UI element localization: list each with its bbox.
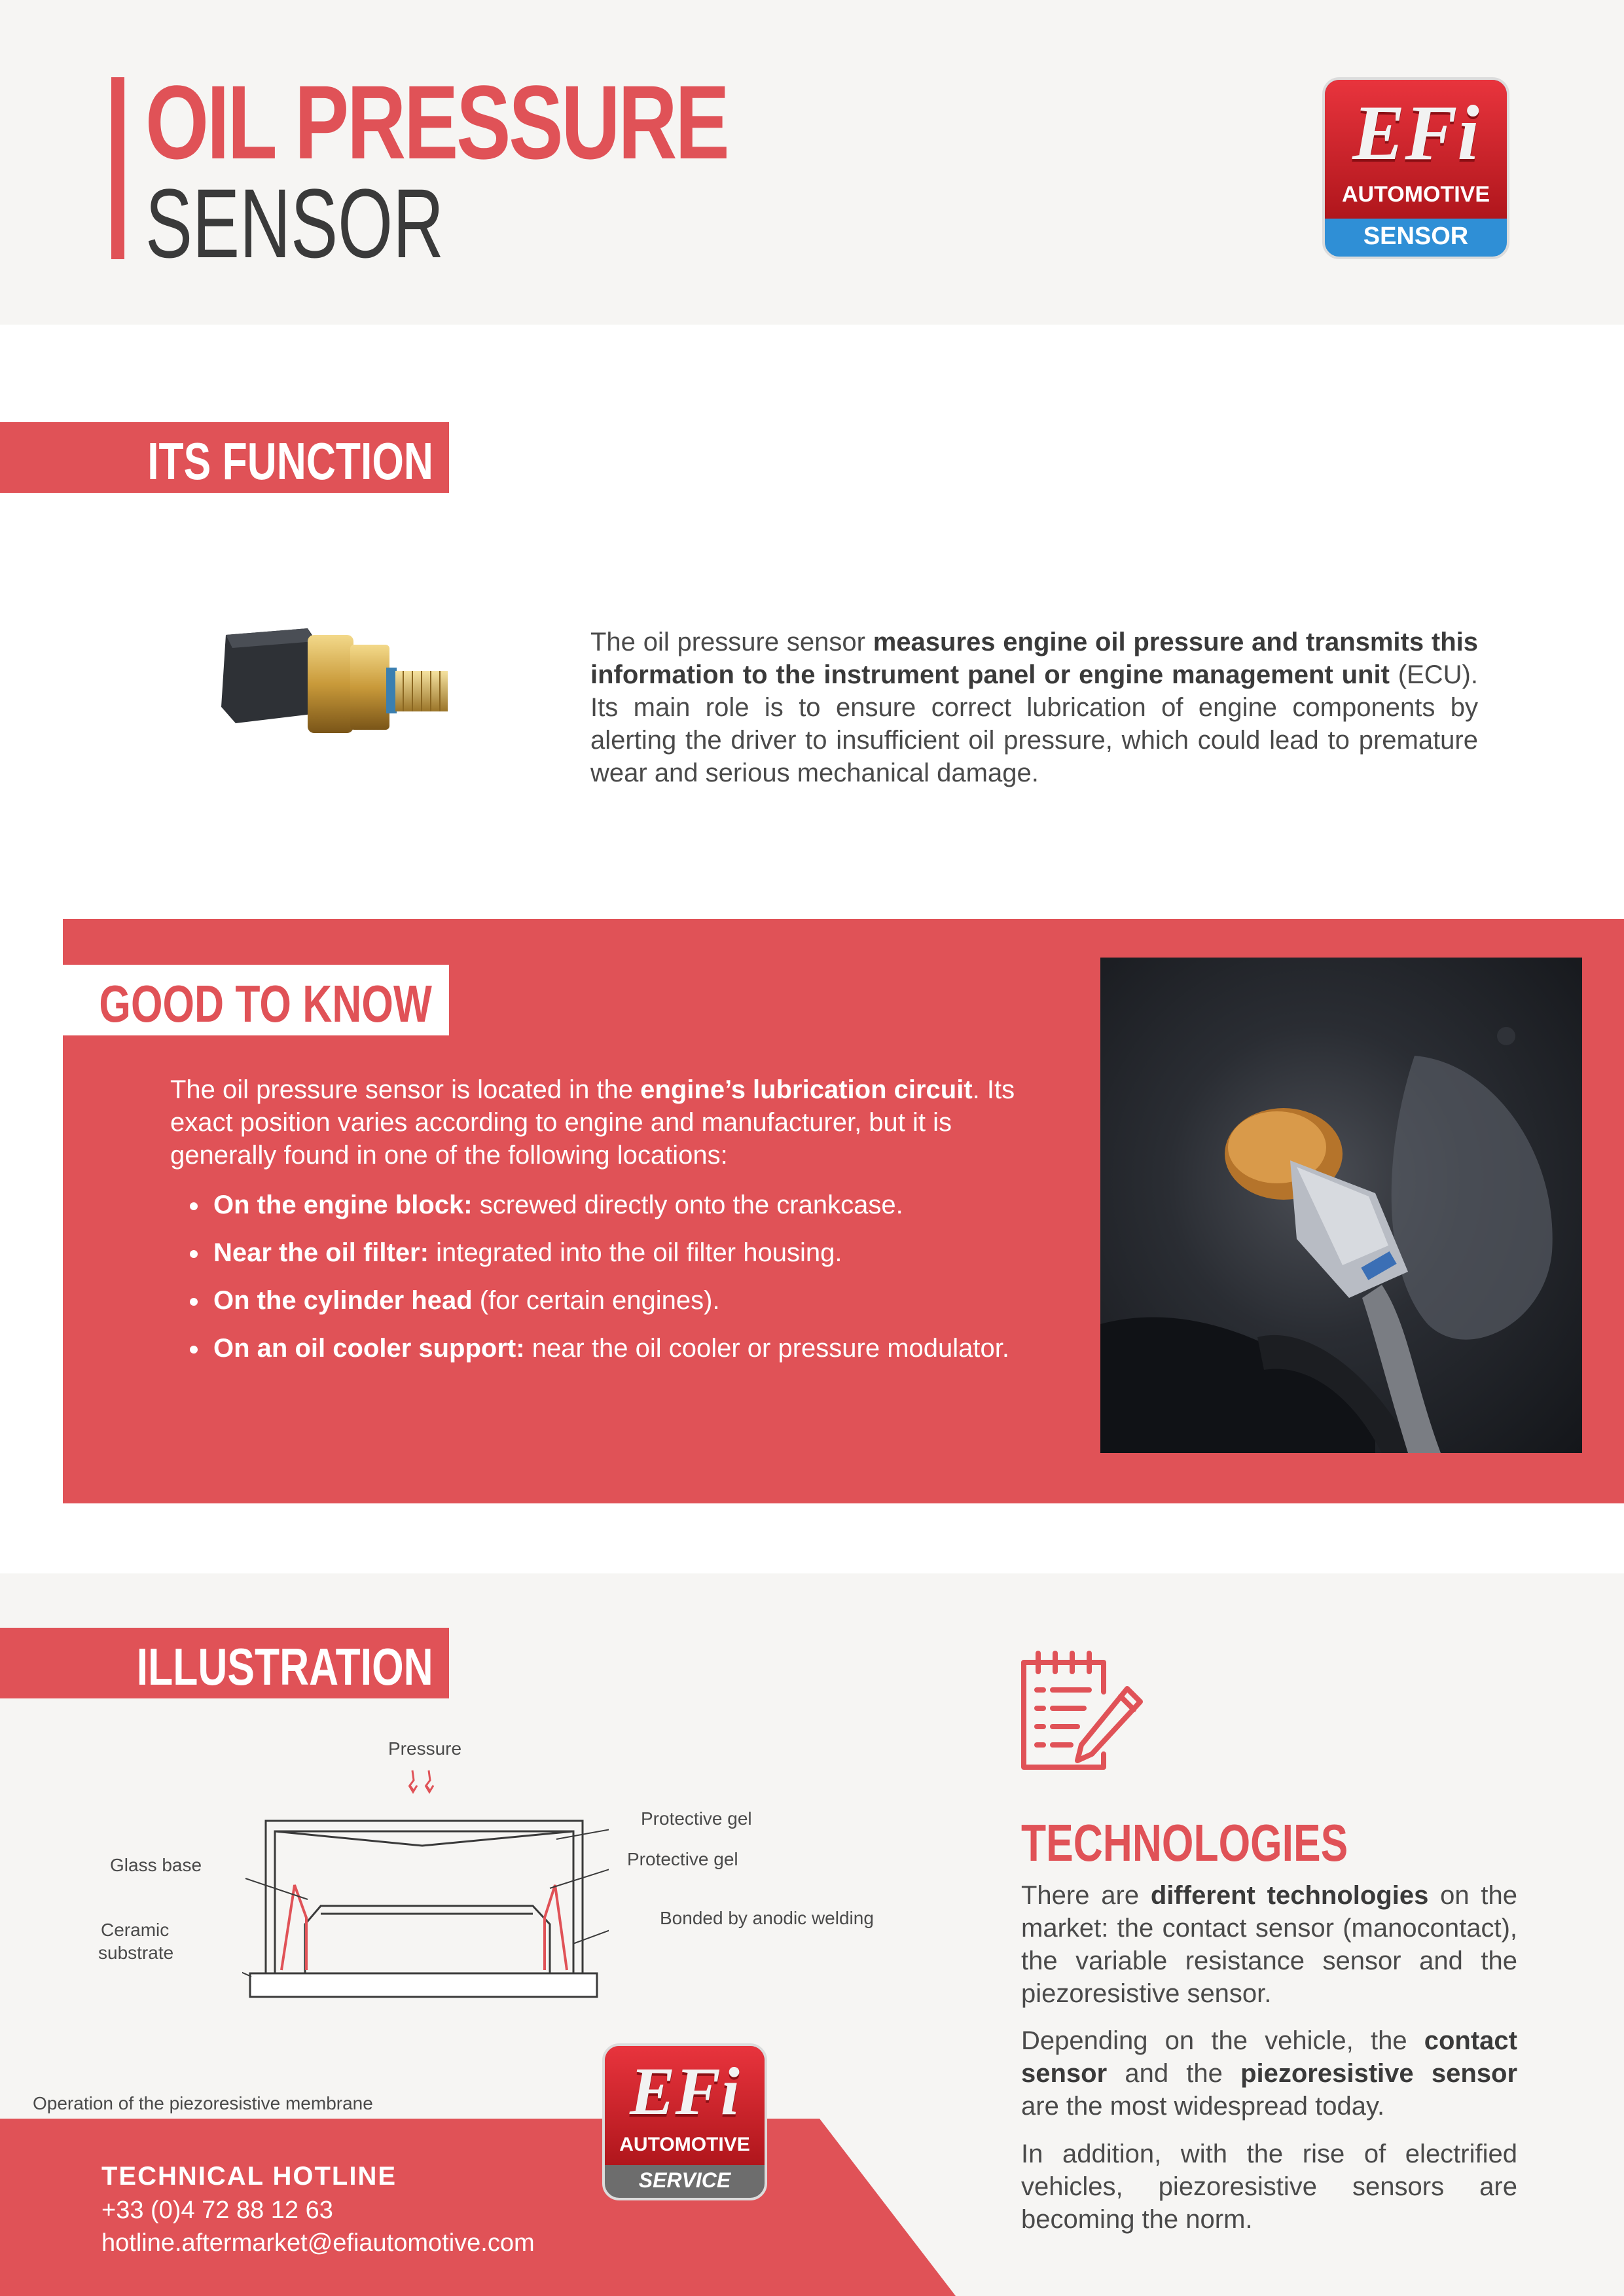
logo-sub: AUTOMOTIVE bbox=[619, 2134, 750, 2155]
pressure-label: Pressure bbox=[388, 1738, 462, 1759]
location-bullet: Near the oil filter: integrated into the oil filter housing. bbox=[190, 1238, 842, 1268]
section-label-illustration bbox=[0, 1628, 449, 1698]
good-to-know-intro: The oil pressure sensor is located in the engine’s lubrication circuit. Its exact position varies according to engine and manufacturer, but it is generally found in one of the following locations: bbox=[170, 1075, 1015, 1170]
efi-sensor-logo bbox=[1322, 77, 1509, 259]
location-bullet: On an oil cooler support: near the oil cooler or pressure modulator. bbox=[190, 1334, 1009, 1363]
technologies-title: TECHNOLOGIES bbox=[1021, 1814, 1348, 1872]
hotline-phone[interactable]: +33 (0)4 72 88 12 63 bbox=[101, 2197, 333, 2224]
bonded-label: Bonded by anodic welding bbox=[660, 1908, 874, 1928]
piezoresistive-diagram bbox=[242, 1761, 609, 2003]
base-plate bbox=[250, 1973, 597, 1997]
technologies-paragraph-2: Depending on the vehicle, the contact sensor and the piezoresistive sensor are the most widespread today. bbox=[1021, 2026, 1518, 2121]
logo-sub: AUTOMOTIVE bbox=[1341, 182, 1490, 207]
location-bullet: On the engine block: screwed directly onto the crankcase. bbox=[190, 1191, 903, 1220]
section-label-text: ITS FUNCTION bbox=[147, 432, 433, 490]
page-subtitle: SENSOR bbox=[145, 168, 444, 278]
engine-sensor-photo bbox=[1100, 958, 1582, 1453]
glass-base-label: Glass base bbox=[110, 1855, 202, 1875]
page-title: OIL PRESSURE bbox=[145, 63, 728, 181]
pressure-arrows bbox=[409, 1770, 433, 1792]
ceramic-label-2: substrate bbox=[98, 1943, 174, 1963]
oil-pressure-sensor-photo bbox=[209, 609, 497, 772]
section-label-text: GOOD TO KNOW bbox=[99, 975, 432, 1033]
section-label-good-to-know bbox=[63, 965, 449, 1035]
logo-tag: SERVICE bbox=[638, 2168, 731, 2192]
technologies-paragraph-1: There are different technologies on the market: the contact sensor (manocontact), the variable resistance sensor and the piezoresistive sensor. bbox=[1021, 1881, 1518, 2008]
hotline-email[interactable]: hotline.aftermarket@efiautomotive.com bbox=[101, 2229, 535, 2257]
protective-gel-label-1: Protective gel bbox=[641, 1808, 752, 1829]
efi-service-logo bbox=[602, 2043, 767, 2200]
diagram-caption: Operation of the piezoresistive membrane bbox=[33, 2093, 373, 2113]
logo-brand: EFi bbox=[630, 2054, 740, 2129]
location-bullet: On the cylinder head (for certain engines). bbox=[190, 1286, 720, 1316]
notepad-pen-icon bbox=[1019, 1643, 1149, 1774]
function-highlight: measures engine oil pressure and transmits this information to the instrument panel or engine management unit bbox=[590, 628, 1479, 689]
section-label-function bbox=[0, 422, 449, 493]
section-label-text: ILLUSTRATION bbox=[137, 1638, 433, 1696]
technologies-paragraph-3: In addition, with the rise of electrified vehicles, piezoresistive sensors are becoming the norm. bbox=[1021, 2140, 1517, 2234]
housing bbox=[266, 1821, 583, 1973]
gel-right bbox=[545, 1885, 567, 1970]
membrane bbox=[275, 1831, 573, 1846]
protective-gel-label-2: Protective gel bbox=[627, 1849, 738, 1869]
logo-tag: SENSOR bbox=[1363, 223, 1469, 250]
title-accent-bar bbox=[111, 77, 124, 259]
ceramic-label-1: Ceramic bbox=[101, 1920, 170, 1940]
logo-brand: EFi bbox=[1352, 89, 1479, 176]
function-description: The oil pressure sensor measures engine oil pressure and transmits this information to the instrument panel or engine management unit (ECU). Its main role is to ensure correct lubrication of engine components by alerting the driver to insufficient oil pressure, which could lead to premature wear and serious mechanical damage. bbox=[590, 628, 1479, 787]
hotline-title: TECHNICAL HOTLINE bbox=[101, 2162, 397, 2191]
